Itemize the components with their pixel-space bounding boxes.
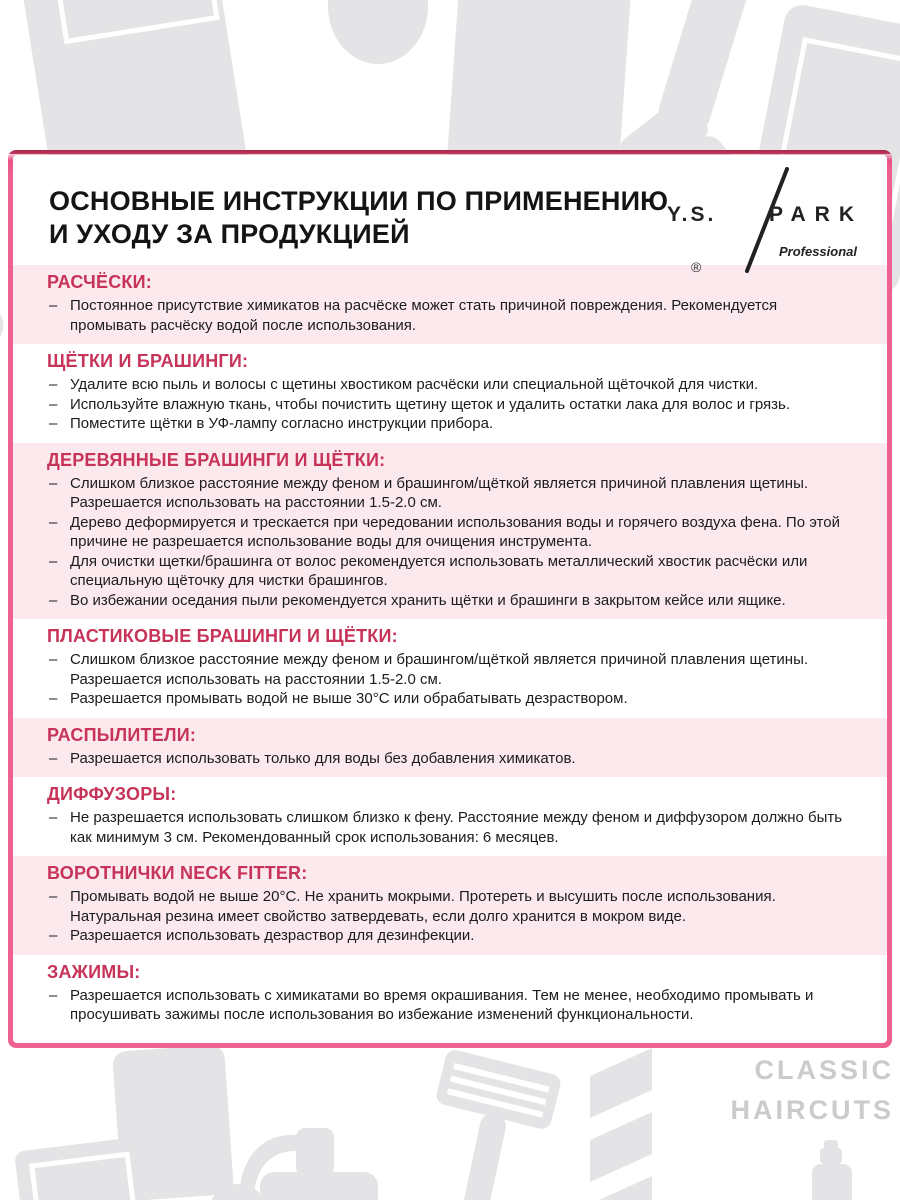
brush-head-icon [328, 0, 428, 64]
instruction-text: Разрешается использовать дезраствор для дезинфекции. [70, 927, 475, 944]
instruction-item [47, 749, 847, 769]
instruction-item [47, 926, 847, 946]
instruction-item [47, 375, 847, 395]
bullet-dash: – [49, 690, 58, 707]
atomizer-icon [208, 1128, 378, 1200]
barber-stripes-icon [590, 1048, 652, 1200]
section-heading: ЗАЖИМЫ: [47, 961, 141, 982]
section-heading: ДЕРЕВЯННЫЕ БРАШИНГИ И ЩЁТКИ: [47, 449, 386, 470]
bullet-dash: – [49, 888, 58, 905]
section-heading: ЩЁТКИ И БРАШИНГИ: [47, 351, 249, 371]
watermark-line2: HAIRCUTS [730, 1095, 894, 1125]
section-sprayers [13, 718, 887, 778]
bullet-dash: – [49, 651, 58, 668]
bullet-dash: – [49, 591, 58, 609]
section-heading: РАСПЫЛИТЕЛИ: [47, 724, 197, 745]
section-combs [13, 265, 887, 344]
instruction-text: Поместите щётки в УФ-лампу согласно инструкции прибора. [70, 415, 494, 432]
sections-container [13, 265, 887, 1043]
instruction-item [47, 513, 847, 552]
section-list [47, 474, 847, 611]
instruction-text: Разрешается промывать водой не выше 30°C или обрабатывать дезраствором. [70, 690, 628, 707]
section-heading: РАСЧЁСКИ: [47, 272, 152, 292]
bullet-dash: – [49, 552, 58, 570]
section-brushes [13, 344, 887, 443]
instruction-item [47, 395, 847, 415]
section-heading: ПЛАСТИКОВЫЕ БРАШИНГИ И ЩЁТКИ: [47, 626, 398, 646]
bullet-dash: – [49, 297, 58, 314]
cassette-icon [14, 1136, 152, 1200]
instruction-item [47, 808, 847, 847]
safety-razor-icon [434, 1048, 562, 1200]
section-heading: ДИФФУЗОРЫ: [47, 784, 177, 804]
bullet-dash: – [49, 749, 58, 767]
instruction-text: Разрешается использовать с химикатами во время окрашивания. Тем не менее, необходимо промывать и просушивать зажимы после использования во избежание изменений функциональности. [70, 986, 814, 1023]
instruction-text: Удалите всю пыль и волосы с щетины хвостиком расчёски или специальной щёточкой для чистки. [70, 376, 759, 393]
instruction-text: Постоянное присутствие химикатов на расчёске может стать причиной повреждения. Рекомендуется промывать расчёску водой после использования. [70, 297, 778, 334]
instruction-text: Не разрешается использовать слишком близко к фену. Расстояние между феном и диффузором должно быть как минимум 3 см. Рекомендованный срок использования: 6 месяцев. [70, 809, 843, 846]
section-list [47, 887, 847, 946]
bullet-dash: – [49, 415, 58, 432]
bullet-dash: – [49, 395, 58, 413]
title-line2: И УХОДУ ЗА ПРОДУКЦИЕЙ [49, 219, 410, 249]
bullet-dash: – [49, 513, 58, 531]
small-spray-icon [812, 1140, 852, 1200]
instruction-item [47, 552, 847, 591]
bullet-dash: – [49, 809, 58, 826]
instruction-item [47, 650, 847, 689]
bullet-dash: – [49, 927, 58, 944]
instruction-text: Слишком близкое расстояние между феном и брашингом/щёткой является причиной плавления щетины. Разрешается использовать на расстоянии 1.5-2.0 см. [70, 651, 809, 688]
card-header [13, 155, 887, 275]
section-plastic-brushes [13, 619, 887, 718]
instructions-card [8, 150, 892, 1048]
instruction-text: Во избежании оседания пыли рекомендуется хранить щётки и брашинги в закрытом кейсе или ящике. [70, 591, 786, 609]
instruction-text: Используйте влажную ткань, чтобы почистить щетину щеток и удалить остатки лака для волос и грязь. [70, 395, 790, 413]
section-list [47, 808, 847, 847]
instruction-item [47, 887, 847, 926]
logo-ys-text: Y.S. [667, 203, 717, 226]
page-title [49, 185, 699, 251]
section-list [47, 296, 847, 335]
instruction-item [47, 591, 847, 611]
instruction-text: Для очистки щетки/брашинга от волос рекомендуется использовать металлический хвостик расчёски или специальную щёточку для чистки брашингов. [70, 552, 808, 589]
ys-park-logo [667, 171, 863, 275]
instruction-item [47, 296, 847, 335]
section-list [47, 650, 847, 709]
section-diffusers [13, 777, 887, 856]
logo-professional-text: Professional [778, 244, 857, 259]
section-list [47, 986, 847, 1025]
instruction-text: Разрешается использовать только для воды без добавления химикатов. [70, 749, 576, 767]
bullet-dash: – [49, 986, 58, 1004]
instruction-text: Дерево деформируется и трескается при чередовании использования воды и горячего воздуха фена. По этой причине не разрешается использование воды для очищения инструмента. [70, 513, 840, 550]
instruction-item [47, 689, 847, 709]
section-neck-fitter [13, 856, 887, 955]
section-heading: ВОРОТНИЧКИ NECK FITTER: [47, 863, 308, 883]
section-wooden-brushes [13, 443, 887, 620]
bullet-dash: – [49, 376, 58, 393]
instruction-text: Промывать водой не выше 20°C. Не хранить мокрыми. Протереть и высушить после использования. Натуральная резина имеет свойство затвердевать, если долго хранится в мокром виде. [70, 888, 776, 925]
section-list [47, 749, 847, 769]
instruction-item [47, 986, 847, 1025]
watermark-line1: CLASSIC [754, 1055, 894, 1085]
instruction-text: Слишком близкое расстояние между феном и брашингом/щёткой является причиной плавления щетины. Разрешается использовать на расстоянии 1.5-2.0 см. [70, 474, 809, 511]
classic-haircuts-watermark [731, 1050, 895, 1130]
card-inner [13, 155, 887, 1043]
instruction-item [47, 474, 847, 513]
bullet-dash: – [49, 474, 58, 492]
registered-mark-icon: ® [691, 259, 702, 275]
section-clamps [13, 955, 887, 1034]
instruction-item [47, 414, 847, 434]
logo-park-text: PARK [769, 203, 863, 226]
title-line1: ОСНОВНЫЕ ИНСТРУКЦИИ ПО ПРИМЕНЕНИЮ [49, 186, 669, 216]
section-list [47, 375, 847, 434]
